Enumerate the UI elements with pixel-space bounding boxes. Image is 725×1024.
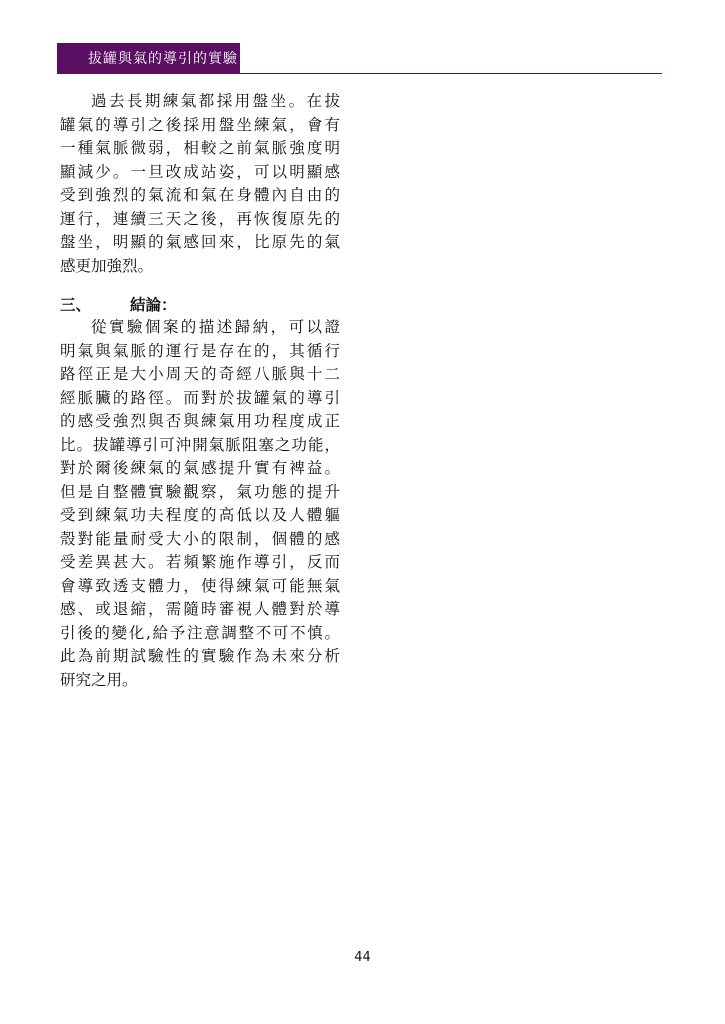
text-line: 但是自整體實驗觀察，氣功態的提升 <box>60 482 340 501</box>
text-line: 罐氣的導引之後採用盤坐練氣，會有 <box>60 115 340 134</box>
paragraph-1 <box>60 90 340 278</box>
text-line: 此為前期試驗性的實驗作為未來分析 <box>60 647 340 665</box>
paragraph-2 <box>60 316 340 692</box>
text-line: 運行，連續三天之後，再恢復原先的 <box>60 209 340 228</box>
text-line: 受到強烈的氣流和氣在身體內自由的 <box>60 186 340 204</box>
text-line: 從實驗個案的描述歸納，可以證 <box>91 318 340 336</box>
section-title: 結論： <box>130 295 177 314</box>
text-line: 盤坐，明顯的氣感回來，比原先的氣 <box>60 233 340 251</box>
text-line: 路徑正是大小周天的奇經八脈與十二 <box>60 365 340 383</box>
text-line: 殼對能量耐受大小的限制，個體的感 <box>60 529 340 548</box>
text-line: 一種氣脈微弱，相較之前氣脈強度明 <box>60 139 340 157</box>
text-line: 對於爾後練氣的氣感提升實有裨益。 <box>60 459 340 477</box>
text-line: 感更加強烈。 <box>60 256 154 275</box>
text-line: 的感受強烈與否與練氣用功程度成正 <box>60 412 340 430</box>
section-number: 三、 <box>60 295 92 314</box>
running-header-title: 拔罐與氣的導引的實驗 <box>88 51 238 67</box>
text-line: 經脈臟的路徑。而對於拔罐氣的導引 <box>60 388 340 407</box>
text-line: 會導致透支體力，使得練氣可能無氣 <box>60 576 340 595</box>
text-line: 比。拔罐導引可沖開氣脈阻塞之功能， <box>60 435 340 454</box>
page-number: 44 <box>354 950 371 965</box>
text-line: 受到練氣功夫程度的高低以及人體軀 <box>60 506 340 524</box>
text-column <box>60 90 340 707</box>
text-line: 感、或退縮，需隨時審視人體對於導 <box>60 600 340 618</box>
text-line: 明氣與氣脈的運行是存在的，其循行 <box>60 341 340 360</box>
header-rule <box>57 73 662 74</box>
text-line: 引後的變化,給予注意調整不可不慎。 <box>60 623 340 642</box>
text-line: 過去長期練氣都採用盤坐。在拔 <box>91 92 340 110</box>
text-line: 顯減少。一旦改成站姿，可以明顯感 <box>60 162 340 181</box>
section-heading <box>60 293 340 316</box>
text-line: 研究之用。 <box>60 670 138 689</box>
text-line: 受差異甚大。若頻繁施作導引，反而 <box>60 553 340 571</box>
